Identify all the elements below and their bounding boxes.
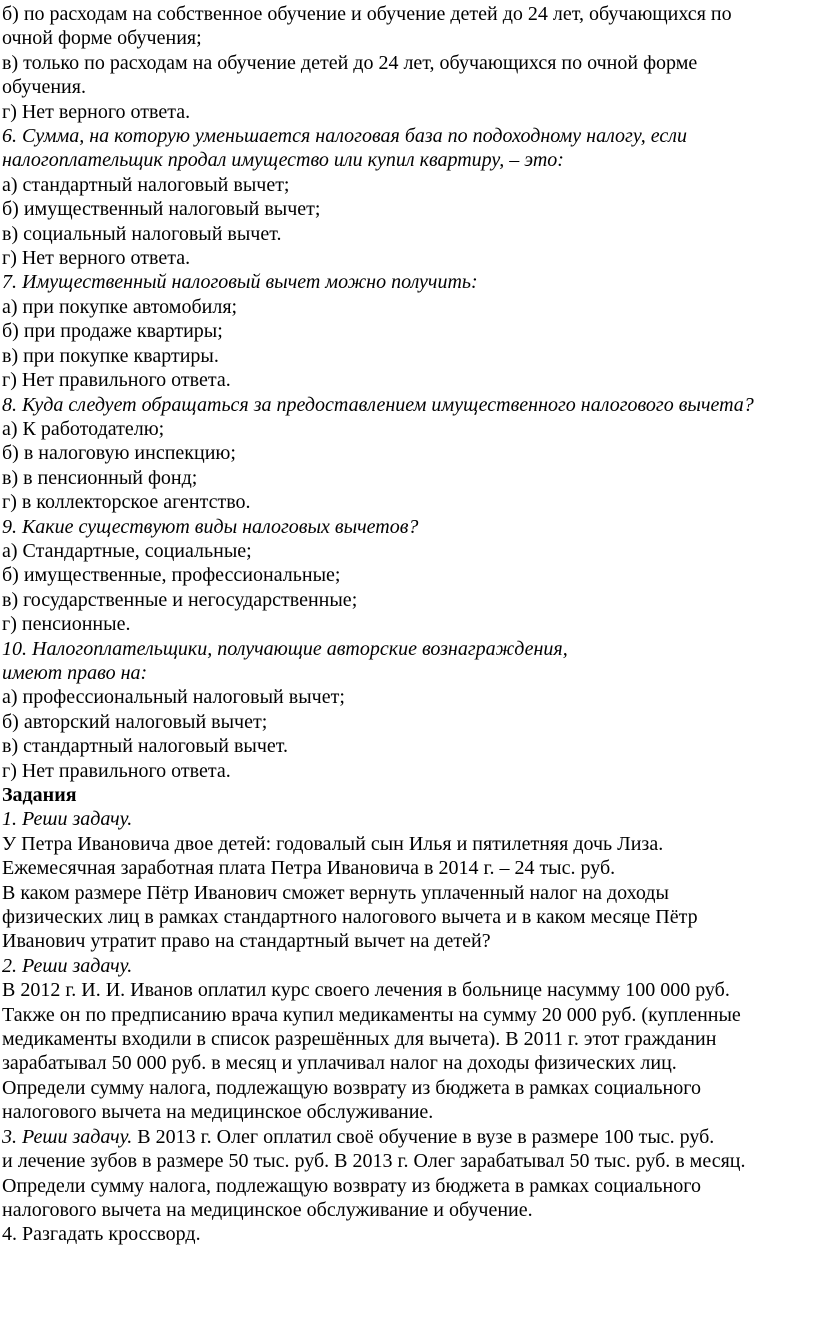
question-line: имеют право на: (2, 661, 148, 684)
answer-line: г) Нет правильного ответа. (2, 759, 231, 782)
answer-line: очной форме обучения; (2, 27, 202, 50)
body-line: медикаменты входили в список разрешённых для вычета). В 2011 г. этот гражданин (2, 1028, 717, 1051)
answer-line: г) в коллекторское агентство. (2, 491, 251, 514)
answer-line: б) по расходам на собственное обучение и обучение детей до 24 лет, обучающихся по (2, 3, 732, 25)
answer-line: б) авторский налоговый вычет; (2, 710, 268, 733)
answer-line: б) имущественный налоговый вычет; (2, 198, 321, 221)
answer-line: г) Нет верного ответа. (2, 100, 191, 123)
body-line: Иванович утратит право на стандартный вычет на детей? (2, 930, 491, 953)
body-line: В 2012 г. И. И. Иванов оплатил курс своего лечения в больнице насумму 100 000 руб. (2, 979, 730, 1002)
answer-line: г) Нет правильного ответа. (2, 369, 231, 392)
question-line: 6. Сумма, на которую уменьшается налоговая база по подоходному налогу, если (2, 125, 687, 148)
answer-line: в) социальный налоговый вычет. (2, 222, 282, 245)
answer-line: в) только по расходам на обучение детей до 24 лет, обучающихся по очной форме (2, 51, 698, 74)
answer-line: обучения. (2, 76, 86, 99)
answer-line: г) пенсионные. (2, 613, 131, 636)
body-line: налогового вычета на медицинское обслуживание. (2, 1101, 434, 1124)
body-line: Ежемесячная заработная плата Петра Ивановича в 2014 г. – 24 тыс. руб. (2, 857, 616, 880)
body-line: 4. Разгадать кроссворд. (2, 1223, 201, 1246)
body-line: зарабатывал 50 000 руб. в месяц и уплачивал налог на доходы физических лиц. (2, 1052, 677, 1075)
body-line: физических лиц в рамках стандартного налогового вычета и в каком месяце Пётр (2, 906, 698, 929)
answer-line: в) стандартный налоговый вычет. (2, 735, 288, 758)
task-title: 1. Реши задачу. (2, 808, 133, 831)
body-line: налогового вычета на медицинское обслуживание и обучение. (2, 1198, 533, 1221)
answer-line: б) при продаже квартиры; (2, 320, 223, 343)
body-line: В каком размере Пётр Иванович сможет вернуть уплаченный налог на доходы (2, 881, 669, 904)
answer-line: в) государственные и негосударственные; (2, 588, 358, 611)
question-line: 8. Куда следует обращаться за предоставлением имущественного налогового вычета? (2, 393, 754, 416)
question-line: 7. Имущественный налоговый вычет можно получить: (2, 271, 478, 294)
section-heading: Задания (2, 784, 77, 806)
answer-line: б) в налоговую инспекцию; (2, 442, 236, 465)
question-line: 9. Какие существуют виды налоговых вычетов? (2, 515, 419, 538)
task-text: В 2013 г. Олег оплатил своё обучение в вузе в размере 100 тыс. руб. (132, 1125, 715, 1148)
answer-line: а) профессиональный налоговый вычет; (2, 686, 345, 709)
body-line: У Петра Ивановича двое детей: годовалый сын Илья и пятилетняя дочь Лиза. (2, 832, 664, 855)
body-line: Определи сумму налога, подлежащую возврату из бюджета в рамках социального (2, 1174, 701, 1197)
answer-line: в) при покупке квартиры. (2, 344, 219, 367)
question-line: налогоплательщик продал имущество или купил квартиру, – это: (2, 149, 564, 172)
answer-line: а) К работодателю; (2, 417, 165, 440)
answer-line: в) в пенсионный фонд; (2, 466, 198, 489)
task-title: 2. Реши задачу. (2, 954, 133, 977)
question-line: 10. Налогоплательщики, получающие авторские вознаграждения, (2, 637, 568, 660)
answer-line: б) имущественные, профессиональные; (2, 564, 341, 587)
answer-line: г) Нет верного ответа. (2, 247, 191, 270)
body-line: Также он по предписанию врача купил медикаменты на сумму 20 000 руб. (купленные (2, 1003, 741, 1026)
answer-line: а) Стандартные, социальные; (2, 539, 252, 562)
task-title: 3. Реши задачу. (2, 1125, 133, 1148)
task-line (2, 1125, 814, 1149)
body-line: и лечение зубов в размере 50 тыс. руб. В 2013 г. Олег зарабатывал 50 тыс. руб. в месяц. (2, 1150, 746, 1173)
body-line: Определи сумму налога, подлежащую возврату из бюджета в рамках социального (2, 1076, 701, 1099)
answer-line: а) при покупке автомобиля; (2, 295, 238, 318)
answer-line: а) стандартный налоговый вычет; (2, 173, 290, 196)
